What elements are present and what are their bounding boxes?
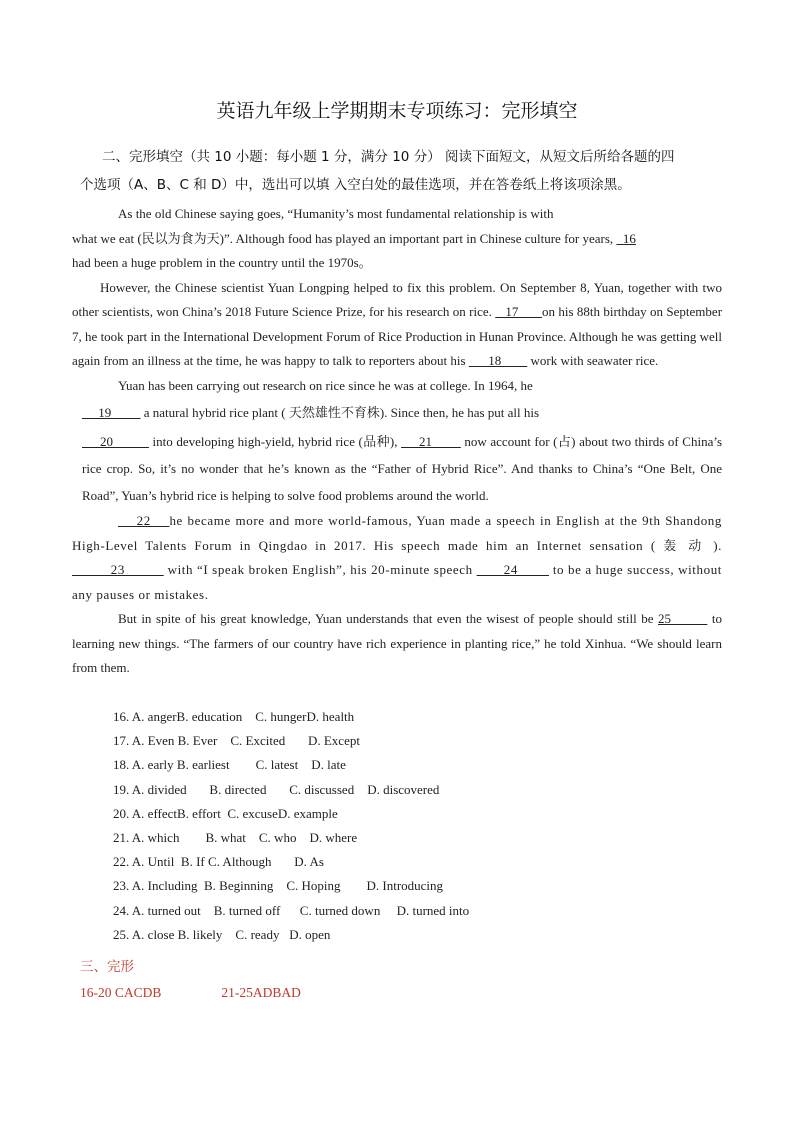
- option-line-25: 25. A. close B. likely C. ready D. open: [113, 926, 331, 942]
- text-segment: work with seawater rice.: [527, 353, 659, 368]
- paragraph-5: [72, 607, 722, 681]
- instruction-line-2: 个选项（A、B、C 和 D）中，选出可以填 入空白处的最佳选项，并在答卷纸上将该项涂黑。: [80, 177, 631, 193]
- paragraph-3-more: [72, 428, 722, 509]
- option-line-20: 20. A. effectB. effort C. excuseD. example: [113, 805, 338, 821]
- text-segment: with “I speak broken English”, his 20-minute speech: [163, 562, 477, 577]
- option-line-23: 23. A. Including B. Beginning C. Hoping D. Introducing: [113, 878, 444, 894]
- blank-24: 24: [476, 562, 549, 577]
- option-line-18: 18. A. early B. earliest C. latest D. late: [113, 757, 346, 773]
- blank-25: 25: [658, 611, 708, 626]
- text-segment: to learning new things. “The farmers of our country have rich experience in planting rice,” he told Xinhua. “We should learn from them.: [72, 611, 722, 675]
- option-line-19: 19. A. divided B. directed C. discussed D. discovered: [113, 781, 440, 797]
- text-segment: to be a huge success, without any pauses or mistakes.: [72, 562, 723, 602]
- option-line-24: 24. A. turned out B. turned off C. turned down D. turned into: [113, 902, 470, 918]
- answer-group-16-20: 16-20 CACDB: [80, 985, 162, 1000]
- text-segment: now account for (占) about two thirds of China’s rice crop. So, it’s no wonder that he’s known as the “Father of Hybrid Rice”. And thanks to China’s “One Belt, One Road”, Yuan’s hybrid rice is helping to solve food problems around the world.: [82, 434, 723, 503]
- answer-group-21-25: 21-25ADBAD: [221, 985, 301, 1000]
- paragraph-3-cont: [72, 398, 722, 428]
- text-segment: Yuan has been carrying out research on rice since he was at college. In 1964, he: [118, 377, 533, 393]
- blank-21: 21: [401, 434, 461, 449]
- reading-passage: [72, 202, 722, 681]
- text-segment: As the old Chinese saying goes, “Humanity’s most fundamental relationship is with: [118, 206, 554, 221]
- page-title: 英语九年级上学期期末专项练习：完形填空: [216, 100, 578, 122]
- option-line-22: 22. A. Until B. If C. Although D. As: [113, 854, 324, 870]
- text-segment: But in spite of his great knowledge, Yuan understands that even the wisest of people should still be: [118, 611, 659, 626]
- blank-19: 19: [82, 405, 141, 420]
- paragraph-1: [72, 202, 722, 227]
- option-line-21: 21. A. which B. what C. who D. where: [113, 830, 358, 846]
- text-segment: However, the Chinese scientist Yuan Longping helped to fix this problem. On September 8, Yuan, together with two other scientists, won China’s 2018 Future Science Prize, for his research on rice.: [72, 279, 722, 319]
- instruction-line-1: 二、完形填空（共 10 小题：每小题 1 分，满分 10 分） 阅读下面短文，从短文后所给各题的四: [102, 149, 675, 165]
- text-segment: a natural hybrid rice plant ( 天然雄性不育株). Since then, he has put all his: [140, 405, 540, 420]
- text-segment: had been a huge problem in the country until the 1970s。: [72, 255, 372, 270]
- option-line-17: 17. A. Even B. Ever C. Excited D. Except: [113, 733, 360, 749]
- section-instruction: [80, 143, 720, 199]
- blank-18: 18: [468, 353, 528, 368]
- blank-17: 17: [495, 304, 542, 319]
- text-segment: on his 88th birthday on September 7, he took part in the International Development Forum of Rice Production in Hunan Province. Although he was getting well again from an illness at the time, he was happy to talk to reporters about his: [72, 304, 723, 368]
- text-segment: what we eat (民以为食为天)”. Although food has played an important part in Chinese culture for years,: [72, 230, 617, 246]
- paragraph-1-end: [72, 251, 722, 276]
- answer-heading: 三、完形: [80, 959, 134, 975]
- option-line-16: 16. A. angerB. education C. hungerD. health: [113, 709, 355, 724]
- blank-16: 16: [616, 230, 636, 246]
- question-options: [113, 705, 469, 947]
- answer-row: [80, 980, 301, 1006]
- text-segment: he became more and more world-famous, Yuan made a speech in English at the 9th Shandong High-Level Talents Forum in Qingdao in 2017. His speech made him an Internet sensation ( 轰 动 ).: [72, 513, 723, 553]
- paragraph-3: [72, 374, 722, 399]
- answer-key: [80, 954, 301, 1006]
- blank-20: 20: [82, 434, 149, 449]
- blank-22: 22: [118, 513, 170, 528]
- text-segment: into developing high-yield, hybrid rice (品种),: [148, 434, 402, 449]
- paragraph-4: [72, 509, 722, 607]
- blank-23: 23: [72, 562, 164, 577]
- paragraph-1-cont: [72, 227, 722, 252]
- paragraph-2: [72, 276, 722, 374]
